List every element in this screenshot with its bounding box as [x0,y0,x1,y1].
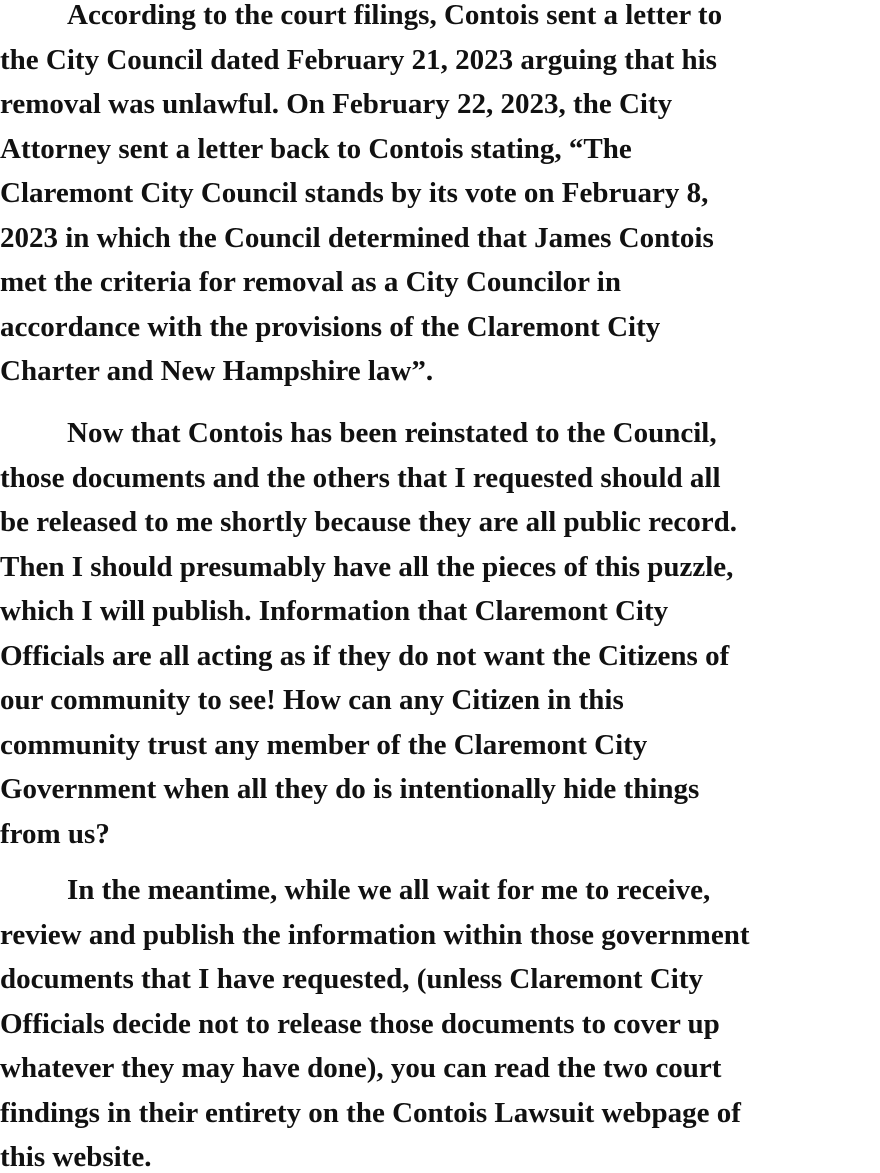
text-line: from us? [0,817,110,850]
text-line: our community to see! How can any Citizen in this [0,684,624,716]
text-line: Officials are all acting as if they do not want the Citizens of [0,639,730,672]
text-line: findings in their entirety on the Contois Lawsuit webpage of [0,1096,741,1129]
text-line: Then I should presumably have all the pieces of this puzzle, [0,550,734,583]
paragraph-meantime [0,868,880,1173]
text-line: Now that Contois has been reinstated to the Council, [67,417,717,449]
text-line: Claremont City Council stands by its vote on February 8, [0,177,709,209]
text-line: Charter and New Hampshire law”. [0,355,434,387]
text-line: community trust any member of the Claremont City [0,728,648,761]
text-line: be released to me shortly because they are all public record. [0,506,737,538]
text-line: met the criteria for removal as a City Councilor in [0,266,621,298]
text-line: Attorney sent a letter back to Contois stating, “The [0,132,632,165]
text-line: whatever they may have done), you can read the two court [0,1052,722,1084]
text-line: those documents and the others that I requested should all [0,461,721,494]
text-line: which I will publish. Information that Claremont City [0,595,669,627]
text-line: documents that I have requested, (unless Claremont City [0,963,703,995]
text-line: the City Council dated February 21, 2023 arguing that his [0,43,717,76]
text-line: 2023 in which the Council determined that James Contois [0,221,714,254]
text-line: removal was unlawful. On February 22, 2023, the City [0,88,673,120]
paragraph-court-filings [0,0,880,394]
text-line: accordance with the provisions of the Claremont City [0,310,661,343]
text-line: review and publish the information within those government [0,918,750,951]
text-line: Government when all they do is intentionally hide things [0,773,700,805]
text-line: According to the court filings, Contois sent a letter to [67,0,723,31]
text-line: this website. [0,1141,152,1173]
text-line: Officials decide not to release those documents to cover up [0,1007,720,1040]
text-line: In the meantime, while we all wait for me to receive, [67,874,711,906]
paragraph-reinstatement [0,411,880,856]
